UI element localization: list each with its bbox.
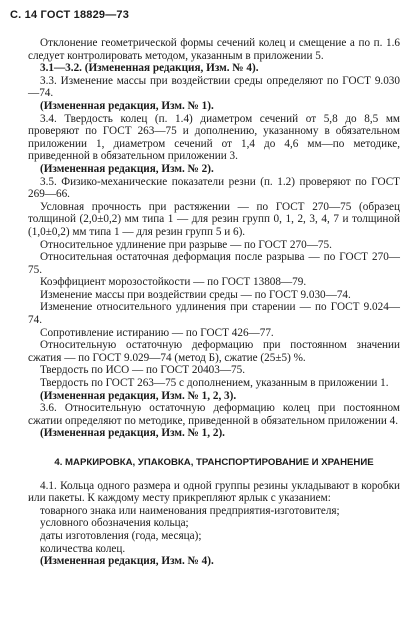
paragraph: 3.6. Относительную остаточную деформацию колец при постоянном сжатии определяют по методике, приведенной в обязательном приложении 4. <box>28 402 400 427</box>
paragraph: Относительное удлинение при разрыве — по ГОСТ 270—75. <box>40 238 332 251</box>
paragraph: 3.1—3.2. (Измененная редакция, Изм. № 4). <box>40 62 259 75</box>
paragraph: (Измененная редакция, Изм. № 1, 2). <box>40 427 225 440</box>
paragraph: количества колец. <box>40 542 126 555</box>
paragraph: (Измененная редакция, Изм. № 2). <box>40 162 214 175</box>
paragraph: Твердость по ИСО — по ГОСТ 20403—75. <box>40 364 246 377</box>
paragraph: Сопротивление истиранию — по ГОСТ 426—77. <box>40 326 274 339</box>
paragraph: (Измененная редакция, Изм. № 1). <box>40 99 214 112</box>
page-header: С. 14 ГОСТ 18829—73 <box>10 9 130 21</box>
paragraph: Относительная остаточная деформация после разрыва — по ГОСТ 270—75. <box>28 251 400 276</box>
paragraph: Относительную остаточную деформацию при постоянном значении сжатия — по ГОСТ 9.029—74 (метод Б), сжатие (25±5) %. <box>28 339 400 364</box>
paragraph: Отклонение геометрической формы сечений колец и смещение а по п. 1.6 следует контролировать методом, указанным в приложении 5. <box>28 37 400 62</box>
paragraph: (Измененная редакция, Изм. № 4). <box>40 555 214 568</box>
paragraph: Коэффициент морозостойкости — по ГОСТ 13808—79. <box>40 276 307 289</box>
paragraph: Изменение массы при воздействии среды — по ГОСТ 9.030—74. <box>40 288 351 301</box>
paragraph: (Измененная редакция, Изм. № 1, 2, 3). <box>40 389 237 402</box>
paragraph: 3.5. Физико-механические показатели резни (п. 1.2) проверяют по ГОСТ 269—66. <box>28 175 400 201</box>
paragraph: 3.3. Изменение массы при воздействии среды определяют по ГОСТ 9.030—74. <box>28 74 400 100</box>
paragraph: даты изготовления (года, месяца); <box>40 529 202 542</box>
paragraph: Изменение относительного удлинения при старении — по ГОСТ 9.024—74. <box>28 301 400 327</box>
paragraph: 3.4. Твердость колец (п. 1.4) диаметром сечений от 5,8 до 8,5 мм проверяют по ГОСТ 263—75 и дополнению, указанному в обязательном приложении 1, диаметром сечений от 1,4 до 4,6 мм—по методике, приведенной в обязательном приложении 3. <box>28 112 400 163</box>
paragraph: 4.1. Кольца одного размера и одной группы резины укладывают в коробки или пакеты. К каждому месту прикрепляют ярлык с указанием: <box>28 479 400 505</box>
paragraph: товарного знака или наименования предприятия-изготовителя; <box>40 504 340 517</box>
section-title: 4. МАРКИРОВКА, УПАКОВКА, ТРАНСПОРТИРОВАНИЕ И ХРАНЕНИЕ <box>54 457 374 468</box>
paragraph: Твердость по ГОСТ 263—75 с дополнением, указанным в приложении 1. <box>40 377 389 390</box>
paragraph: условного обозначения кольца; <box>40 517 189 530</box>
paragraph: Условная прочность при растяжении — по ГОСТ 270—75 (образец толщиной (2,0±0,2) мм типа 1 — для резин групп 0, 1, 2, 3, 4, 7 и толщиной (1,0±0,2) мм типа 1 — для резин групп 5 и 6). <box>28 200 400 238</box>
body-text <box>28 37 400 568</box>
